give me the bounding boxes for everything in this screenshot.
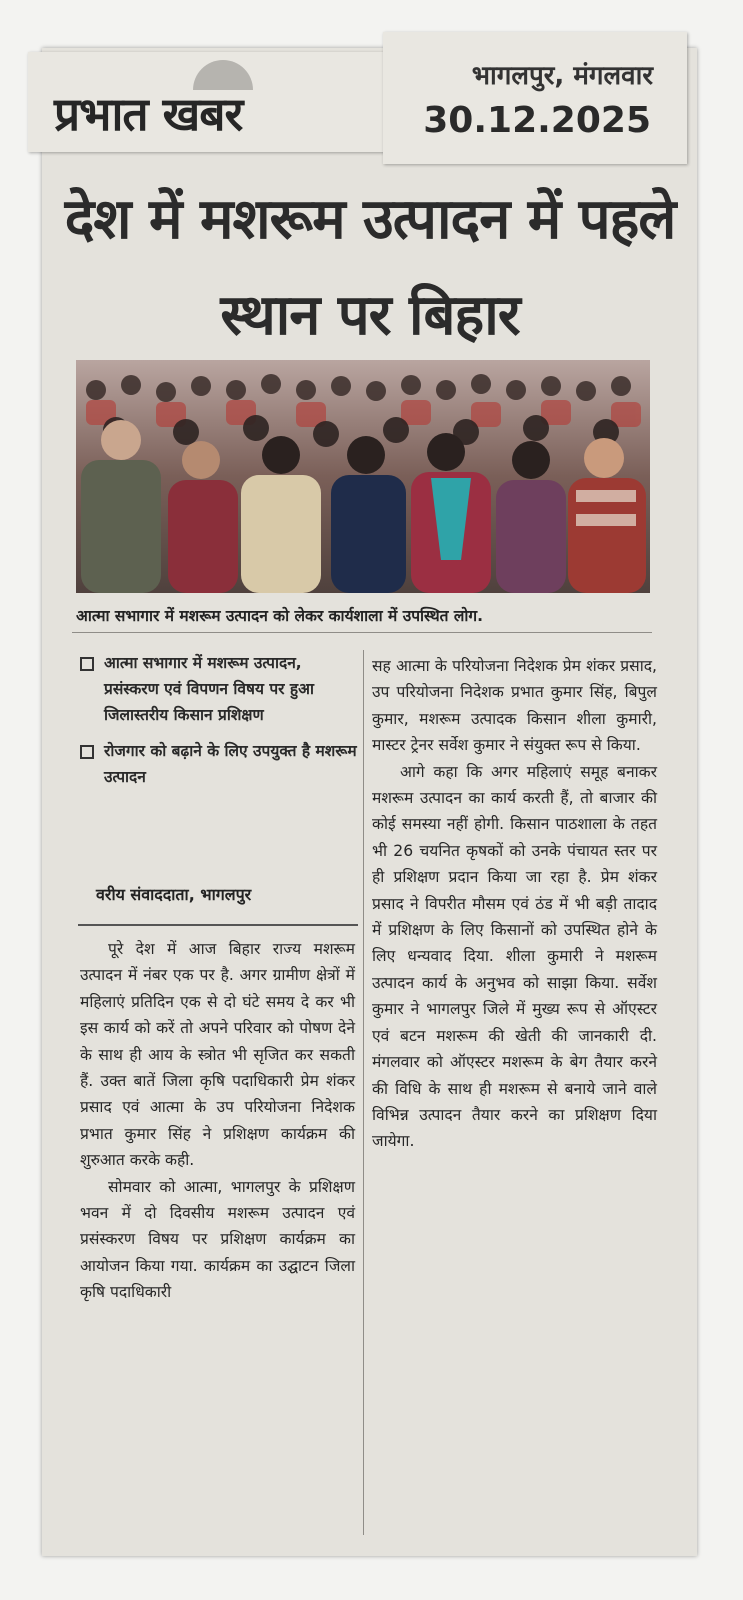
article-paragraph: आगे कहा कि अगर महिलाएं समूह बनाकर मशरूम उत्पादन का कार्य करती हैं, तो बाजार की कोई समस्या नहीं होगी. किसान पाठशाला के तहत भी 26 चयनित कृषकों को उनके पंचायत स्तर पर ही प्रशिक्षण प्रदान किया जा रहा है. प्रेम शंकर प्रसाद ने विपरीत मौसम एवं ठंड में भी बड़ी तादाद में प्रशिक्षण के लिए किसानों को उपस्थित होने के लिए धन्यवाद दिया. शीला कुमारी ने मशरूम उत्पादन कार्य के अनुभव को साझा किया. सर्वेश कुमार ने भागलपुर जिले में मुख्य रूप से ऑएस्टर एवं बटन मशरूम की खेती की जानकारी दी. मंगलवार को ऑएस्टर मशरूम के बेग तैयार करने की विधि के साथ ही मशरूम से बनाये जाने वाले विभिन्न उत्पादन तैयार करने का प्रशिक्षण दिया जायेगा. xyxy=(372,762,657,1151)
checkbox-bullet-icon xyxy=(80,657,94,671)
caption-divider xyxy=(72,632,652,633)
highlight-text: आत्मा सभागार में मशरूम उत्पादन, प्रसंस्करण एवं विपणन विषय पर हुआ जिलास्तरीय किसान प्रशिक्षण xyxy=(104,654,314,724)
highlight-item xyxy=(78,738,358,790)
photo-caption: आत्मा सभागार में मशरूम उत्पादन को लेकर कार्यशाला में उपस्थित लोग. xyxy=(76,607,484,625)
checkbox-bullet-icon xyxy=(80,745,94,759)
article-paragraph: सह आत्मा के परियोजना निदेशक प्रेम शंकर प्रसाद, उप परियोजना निदेशक प्रभात कुमार सिंह, बिपुल कुमार, मशरूम उत्पादक किसान शीला कुमारी, मास्टर ट्रेनर सर्वेश कुमार ने संयुक्त रूप से किया. xyxy=(372,657,657,755)
headline: देश में मशरूम उत्पादन में पहले स्थान पर बिहार xyxy=(64,187,676,348)
audience-photo xyxy=(76,360,650,593)
highlight-item xyxy=(78,650,358,728)
byline: वरीय संवाददाता, भागलपुर xyxy=(96,885,252,904)
article-column-left xyxy=(80,936,355,1306)
article-paragraph: पूरे देश में आज बिहार राज्य मशरूम उत्पादन में नंबर एक पर है. अगर ग्रामीण क्षेत्रों में महिलाएं प्रतिदिन एक से दो घंटे समय दे कर भी इस कार्य को करें तो अपने परिवार को पोषण देने के साथ ही आय के स्त्रोत भी सृजित कर सकती हैं. उक्त बातें जिला कृषि पदाधिकारी प्रेम शंकर प्रसाद एवं आत्मा के उप परियोजना निदेशक प्रभात कुमार सिंह ने प्रशिक्षण कार्यक्रम की शुरुआत करके कही. xyxy=(80,940,355,1170)
masthead-strip xyxy=(28,52,386,152)
dateline-place-day: भागलपुर, मंगलवार xyxy=(471,61,653,91)
article-paragraph: सोमवार को आत्मा, भागलपुर के प्रशिक्षण भवन में दो दिवसीय मशरूम उत्पादन एवं प्रसंस्करण विषय पर प्रशिक्षण कार्यक्रम का आयोजन किया गया. कार्यक्रम का उद्घाटन जिला कृषि पदाधिकारी xyxy=(80,1177,355,1302)
article-column-right xyxy=(372,653,657,1155)
byline-divider xyxy=(78,924,358,926)
newspaper-logo: प्रभात खबर xyxy=(54,87,243,141)
highlight-text: रोजगार को बढ़ाने के लिए उपयुक्त है मशरूम उत्पादन xyxy=(104,742,357,786)
column-divider xyxy=(363,650,364,1535)
dateline-date: 30.12.2025 xyxy=(423,100,651,141)
dateline-strip xyxy=(383,32,687,164)
highlights-list xyxy=(78,650,358,800)
